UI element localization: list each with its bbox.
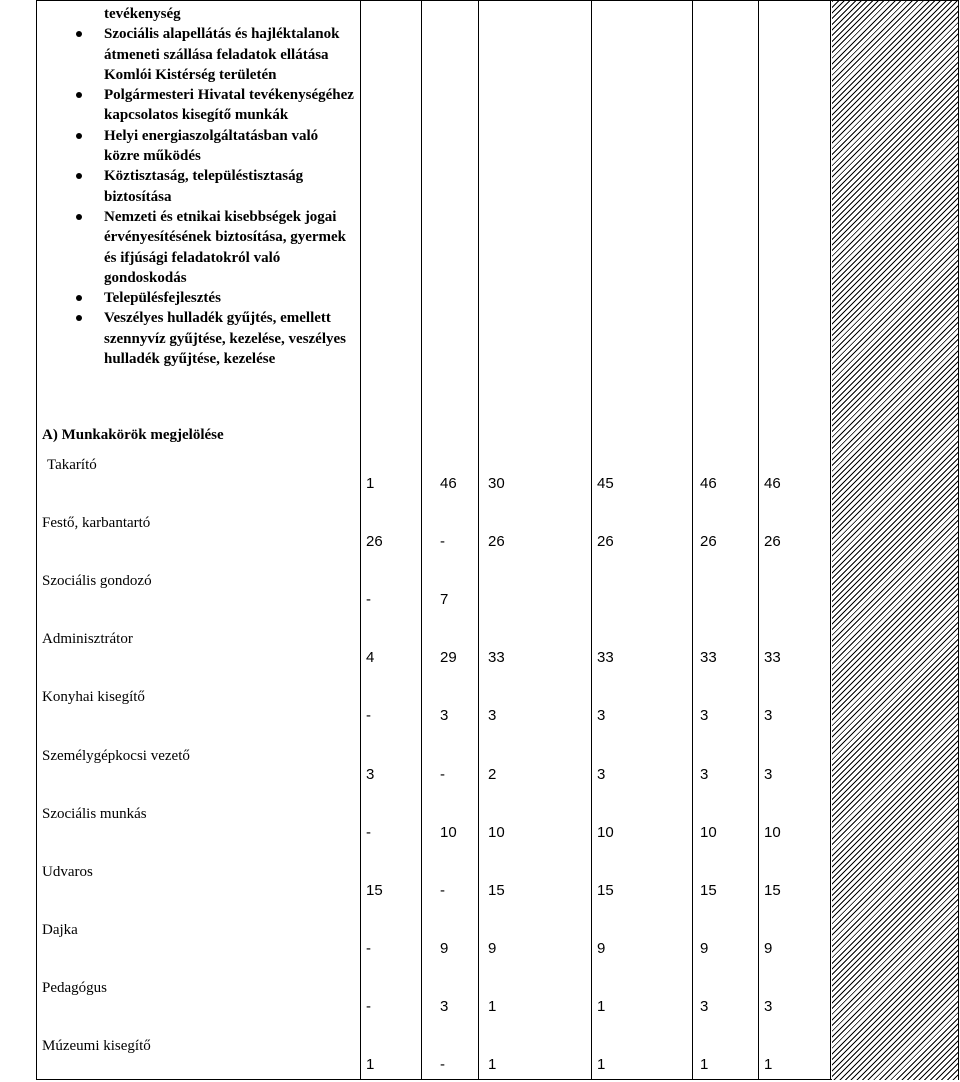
table-cell: 10 — [440, 823, 457, 841]
table-cell: 33 — [700, 649, 717, 667]
table-cell: 33 — [597, 649, 614, 667]
task-item — [80, 166, 355, 207]
table-cell: - — [440, 533, 445, 551]
task-text: Veszélyes hulladék gyűjtés, emellett szennyvíz gyűjtése, kezelése, veszélyes hulladék gyűjtése, kezelése — [104, 310, 347, 368]
table-cell: - — [366, 939, 371, 957]
table-cell: 3 — [366, 765, 375, 783]
task-text: Nemzeti és etnikai kisebbségek jogai érvényesítésének biztosítása, gyermek és ifjúsági feladatokról való gondoskodás — [104, 208, 347, 286]
column-divider — [591, 0, 592, 1080]
table-cell: 46 — [440, 475, 457, 492]
column-divider — [692, 0, 693, 1080]
bullet-icon — [76, 173, 82, 179]
table-cell: - — [440, 881, 445, 899]
table-cell: 3 — [700, 765, 709, 783]
table-cell: 4 — [366, 649, 375, 667]
role-label: Konyhai kisegítő — [42, 689, 145, 706]
role-label: Múzeumi kisegítő — [42, 1038, 151, 1054]
table-cell: 3 — [440, 707, 449, 725]
table-cell: 1 — [597, 1056, 606, 1073]
bullet-icon — [76, 295, 82, 301]
column-divider — [758, 0, 759, 1080]
role-label: Szociális munkás — [42, 805, 147, 822]
table-cell: 15 — [488, 881, 505, 899]
task-text: Településfejlesztés — [104, 290, 221, 307]
table-cell: 3 — [700, 707, 709, 725]
table-cell: 3 — [700, 997, 709, 1015]
table-cell: 1 — [764, 1056, 773, 1073]
table-cell: 9 — [764, 939, 773, 957]
role-label: Takarító — [47, 457, 97, 473]
table-cell: - — [366, 823, 371, 841]
table-cell: - — [366, 997, 371, 1015]
task-text: Polgármesteri Hivatal tevékenységéhez kapcsolatos kisegítő munkák — [104, 87, 354, 124]
task-text: Köztisztaság, településtisztaság biztosítása — [104, 168, 304, 205]
role-label: Dajka — [42, 921, 78, 938]
section-heading: A) Munkakörök megjelölése — [42, 427, 224, 443]
table-cell: 3 — [488, 707, 497, 725]
table-cell: 1 — [488, 997, 497, 1015]
table-cell: 3 — [597, 765, 606, 783]
role-label: Adminisztrátor — [42, 631, 133, 648]
column-divider — [830, 0, 831, 1080]
table-cell: 9 — [488, 939, 497, 957]
table-cell: 2 — [488, 765, 497, 783]
task-item — [80, 207, 355, 288]
task-item — [80, 308, 355, 369]
task-item — [80, 126, 355, 167]
table-cell: 3 — [764, 765, 773, 783]
table-cell: 33 — [764, 649, 781, 667]
table-cell: 1 — [366, 1056, 375, 1073]
table-cell: 1 — [700, 1056, 709, 1073]
table-cell: 26 — [488, 533, 505, 551]
task-item — [80, 85, 355, 126]
table-cell: 15 — [764, 881, 781, 899]
table-cell: 1 — [597, 997, 606, 1015]
table-cell: 1 — [366, 475, 375, 492]
table-cell: 26 — [597, 533, 614, 551]
table-cell: 10 — [764, 823, 781, 841]
task-item — [80, 24, 355, 85]
role-label: Személygépkocsi vezető — [42, 747, 190, 764]
task-item — [80, 4, 355, 24]
task-text: Szociális alapellátás és hajléktalanok átmeneti szállása feladatok ellátása Komlói Kistérség területén — [104, 26, 340, 83]
task-text: Helyi energiaszolgáltatásban való közre működés — [104, 127, 319, 165]
table-cell: - — [440, 1056, 445, 1073]
table-cell: 26 — [764, 533, 781, 551]
column-divider — [360, 0, 361, 1080]
table-cell: 3 — [764, 707, 773, 725]
table-cell: 3 — [440, 997, 449, 1015]
table-cell: 46 — [764, 475, 781, 492]
table-border-left — [36, 0, 37, 1080]
table-cell: 3 — [597, 707, 606, 725]
table-cell: 46 — [700, 475, 717, 492]
table-cell: 10 — [488, 823, 505, 841]
role-label: Udvaros — [42, 863, 93, 880]
bullet-icon — [76, 31, 82, 37]
task-text: tevékenység — [104, 6, 181, 22]
table-cell: 15 — [366, 881, 383, 899]
column-divider — [421, 0, 422, 1080]
table-cell: 10 — [597, 823, 614, 841]
table-cell: 33 — [488, 649, 505, 667]
table-cell: 30 — [488, 475, 505, 492]
table-cell: 29 — [440, 649, 457, 667]
table-cell: - — [366, 707, 371, 725]
role-label: Festő, karbantartó — [42, 515, 151, 532]
table-border-top — [36, 0, 959, 1]
bullet-icon — [76, 315, 82, 321]
table-cell: 10 — [700, 823, 717, 841]
table-cell: 26 — [366, 533, 383, 551]
column-divider — [478, 0, 479, 1080]
table-cell: 26 — [700, 533, 717, 551]
role-label: Pedagógus — [42, 979, 107, 996]
table-border-right — [958, 0, 959, 1080]
role-label: Szociális gondozó — [42, 573, 152, 590]
table-cell: 7 — [440, 591, 449, 609]
table-cell: 9 — [440, 939, 449, 957]
table-cell: 3 — [764, 997, 773, 1015]
table-cell: 9 — [700, 939, 709, 957]
bullet-icon — [76, 133, 82, 139]
table-cell: - — [440, 765, 445, 783]
table-border-bottom — [36, 1079, 959, 1080]
table-cell: 15 — [597, 881, 614, 899]
table-cell: 9 — [597, 939, 606, 957]
task-item — [80, 288, 355, 308]
table-cell: 1 — [488, 1056, 497, 1073]
task-list — [80, 4, 355, 369]
table-cell: - — [366, 591, 371, 609]
bullet-icon — [76, 92, 82, 98]
table-cell: 45 — [597, 475, 614, 492]
hatched-column — [832, 1, 958, 1080]
table-cell: 15 — [700, 881, 717, 899]
bullet-icon — [76, 214, 82, 220]
